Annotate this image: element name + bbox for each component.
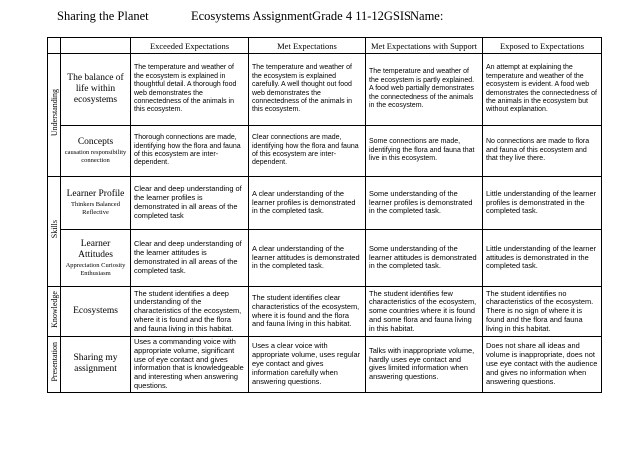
category-label: Understanding — [49, 88, 59, 137]
category-label: Presentation — [49, 342, 59, 382]
criterion-label: Ecosystems — [73, 306, 118, 316]
category-presentation — [48, 337, 61, 393]
corner-cell-category — [48, 38, 61, 54]
criterion-sublabel: causation responsibility connection — [64, 149, 127, 164]
criterion-learner-profile — [61, 177, 131, 230]
category-understanding — [48, 54, 61, 177]
table-row — [48, 230, 602, 287]
rubric-cell: The student identifies no characteristics of the ecosystem. There is no sign of where it is found and the flora and fauna living in this habitat. — [483, 287, 602, 337]
table-row — [48, 126, 602, 177]
rubric-cell: The temperature and weather of the ecosystem is explained carefully. A well thought out food web demonstrates the connectedness of the animals in this ecosystem. — [249, 54, 366, 126]
rubric-cell: Some understanding of the learner profiles is demonstrated in the completed task. — [366, 177, 483, 230]
rubric-cell: Clear and deep understanding of the learner profiles is demonstrated in all areas of the completed task — [131, 177, 249, 230]
rubric-cell: The temperature and weather of the ecosystem is explained in thoughtful detail. A thorough food web demonstrates the connectedness of the animals in this ecosystem. — [131, 54, 249, 126]
criterion-label: Learner Profile — [66, 189, 125, 199]
table-row — [48, 337, 602, 393]
category-label: Skills — [49, 219, 59, 239]
rubric-cell: Uses a clear voice with appropriate volume, uses regular eye contact and gives information carefully when answering questions. — [249, 337, 366, 393]
rubric-cell: No connections are made to flora and fauna of this ecosystem and that they live there. — [483, 126, 602, 177]
rubric-cell: The student identifies a deep understanding of the characteristics of the ecosystem, where it is found and the flora and fauna living in this habitat. — [131, 287, 249, 337]
criterion-ecosystems — [61, 287, 131, 337]
rubric-cell: Some connections are made, identifying the flora and fauna that live in this ecosystem. — [366, 126, 483, 177]
criterion-sublabel: Appreciation Curiosity Enthusiasm — [65, 261, 126, 277]
rubric-cell: The student identifies clear characteristics of the ecosystem, where it is found and the flora and fauna living in this habitat. — [249, 287, 366, 337]
criterion-concepts — [61, 126, 131, 177]
rubric-cell: Talks with inappropriate volume, hardly uses eye contact and gives limited information when answering questions. — [366, 337, 483, 393]
category-skills — [48, 177, 61, 287]
criterion-label: Sharing my assignment — [73, 353, 118, 375]
rubric-cell: Little understanding of the learner attitudes is demonstrated in the completed task. — [483, 230, 602, 287]
category-knowledge — [48, 287, 61, 337]
column-header-exceeded: Exceeded Expectations — [131, 38, 249, 54]
criterion-balance-of-life — [61, 54, 131, 126]
criterion-sublabel: Thinkers Balanced Reflective — [71, 201, 120, 216]
rubric-cell: Clear and deep understanding of the learner attitudes is demonstrated in all areas of the completed task. — [131, 230, 249, 287]
assignment-title: Ecosystems AssignmentGrade 4 11-12GSIS — [191, 9, 412, 23]
rubric-cell: The temperature and weather of the ecosystem is partly explained. A food web partially demonstrates the connectedness of the animals in the ecosystem. — [366, 54, 483, 126]
rubric-cell: A clear understanding of the learner attitudes is demonstrated in the completed task. — [249, 230, 366, 287]
rubric-cell: The student identifies few characteristics of the ecosystem, some countries where it is found and some flora and fauna living in this habitat. — [366, 287, 483, 337]
rubric-cell: Thorough connections are made, identifying how the flora and fauna of this ecosystem are inter-dependent. — [131, 126, 249, 177]
rubric-cell: Some understanding of the learner attitudes is demonstrated in the completed task. — [366, 230, 483, 287]
document-header — [0, 9, 638, 27]
rubric-cell: Clear connections are made, identifying how the flora and fauna of this ecosystem are inter-dependent. — [249, 126, 366, 177]
unit-title: Sharing the Planet — [57, 9, 149, 23]
rubric-cell: An attempt at explaining the temperature and weather of the ecosystem is evident. A food web demonstrates the connectedness of the animals in the ecosystem but without explanation. — [483, 54, 602, 126]
table-row — [48, 177, 602, 230]
criterion-label: Concepts — [77, 137, 114, 147]
rubric-cell: Little understanding of the learner profiles is demonstrated in the completed task. — [483, 177, 602, 230]
criterion-label: The balance of life within ecosystems — [67, 73, 124, 105]
column-header-met: Met Expectations — [249, 38, 366, 54]
rubric-table — [47, 37, 602, 393]
rubric-cell: Does not share all ideas and volume is inappropriate, does not use eye contact with the audience and gives no information when answering questions. — [483, 337, 602, 393]
criterion-learner-attitudes — [61, 230, 131, 287]
criterion-label: Learner Attitudes — [78, 238, 113, 260]
corner-cell-criterion — [61, 38, 131, 54]
criterion-sharing-assignment — [61, 337, 131, 393]
rubric-cell: A clear understanding of the learner profiles is demonstrated in the completed task. — [249, 177, 366, 230]
rubric-cell: Uses a commanding voice with appropriate volume, significant use of eye contact and gives information that is knowledgeable and interesting when answering questions. — [131, 337, 249, 393]
column-header-met-with-support: Met Expectations with Support — [366, 38, 483, 54]
table-row — [48, 287, 602, 337]
name-label: Name: — [410, 9, 444, 23]
column-header-exposed: Exposed to Expectations — [483, 38, 602, 54]
rubric-header-row — [48, 38, 602, 54]
table-row — [48, 54, 602, 126]
category-label: Knowledge — [49, 290, 59, 328]
